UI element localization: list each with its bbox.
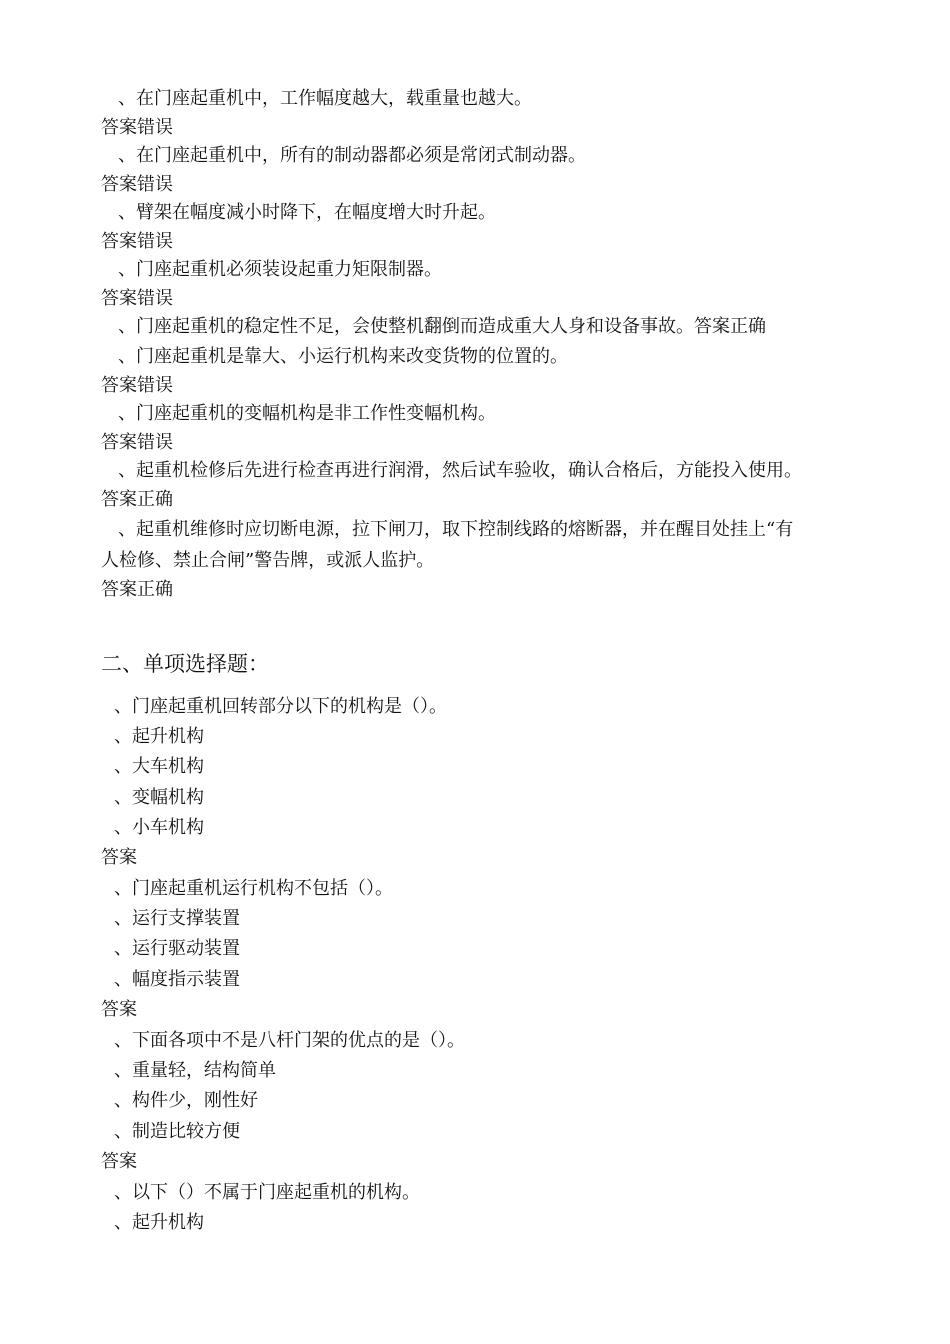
tf-answer-7: 答案错误: [101, 432, 173, 453]
mc-option: 、构件少，刚性好: [114, 1090, 258, 1111]
tf-question-5: 、门座起重机的稳定性不足，会使整机翻倒而造成重大人身和设备事故。答案正确: [118, 316, 766, 337]
mc-option: 、重量轻，结构简单: [114, 1060, 276, 1081]
mc-option: 、起升机构: [114, 726, 204, 747]
mc-answer-1: 答案: [101, 847, 137, 868]
mc-option: 、起升机构: [114, 1212, 204, 1233]
mc-answer-3: 答案: [101, 1151, 137, 1172]
tf-question-8: 、起重机检修后先进行检查再进行润滑，然后试车验收，确认合格后，方能投入使用。: [118, 460, 802, 481]
tf-answer-6: 答案错误: [101, 375, 173, 396]
mc-option: 、大车机构: [114, 756, 204, 777]
tf-question-1: 、在门座起重机中，工作幅度越大，载重量也越大。: [118, 88, 532, 109]
section-heading: 二、单项选择题：: [101, 652, 269, 676]
tf-question-6: 、门座起重机是靠大、小运行机构来改变货物的位置的。: [118, 346, 568, 367]
tf-question-2: 、在门座起重机中，所有的制动器都必须是常闭式制动器。: [118, 145, 586, 166]
mc-option: 、运行驱动装置: [114, 938, 240, 959]
tf-question-7: 、门座起重机的变幅机构是非工作性变幅机构。: [118, 403, 496, 424]
tf-question-3: 、臂架在幅度减小时降下，在幅度增大时升起。: [118, 202, 496, 223]
tf-answer-3: 答案错误: [101, 231, 173, 252]
tf-answer-8: 答案正确: [101, 489, 173, 510]
mc-question-2: 、门座起重机运行机构不包括（）。: [114, 878, 393, 899]
tf-question-9: 、起重机维修时应切断电源，拉下闸刀，取下控制线路的熔断器，并在醒目处挂上“有: [118, 519, 794, 540]
tf-question-4: 、门座起重机必须装设起重力矩限制器。: [118, 259, 442, 280]
tf-answer-1: 答案错误: [101, 117, 173, 138]
mc-option: 、制造比较方便: [114, 1121, 240, 1142]
mc-option: 、运行支撑装置: [114, 908, 240, 929]
mc-question-4: 、以下（）不属于门座起重机的机构。: [114, 1182, 420, 1203]
mc-option: 、小车机构: [114, 817, 204, 838]
tf-question-9-cont: 人检修、禁止合闸”警告牌，或派人监护。: [101, 550, 435, 571]
tf-answer-2: 答案错误: [101, 174, 173, 195]
mc-question-3: 、下面各项中不是八杆门架的优点的是（）。: [114, 1030, 465, 1051]
mc-option: 、变幅机构: [114, 787, 204, 808]
mc-answer-2: 答案: [101, 999, 137, 1020]
tf-answer-9: 答案正确: [101, 579, 173, 600]
tf-answer-4: 答案错误: [101, 288, 173, 309]
mc-option: 、幅度指示装置: [114, 969, 240, 990]
mc-question-1: 、门座起重机回转部分以下的机构是（）。: [114, 696, 447, 717]
